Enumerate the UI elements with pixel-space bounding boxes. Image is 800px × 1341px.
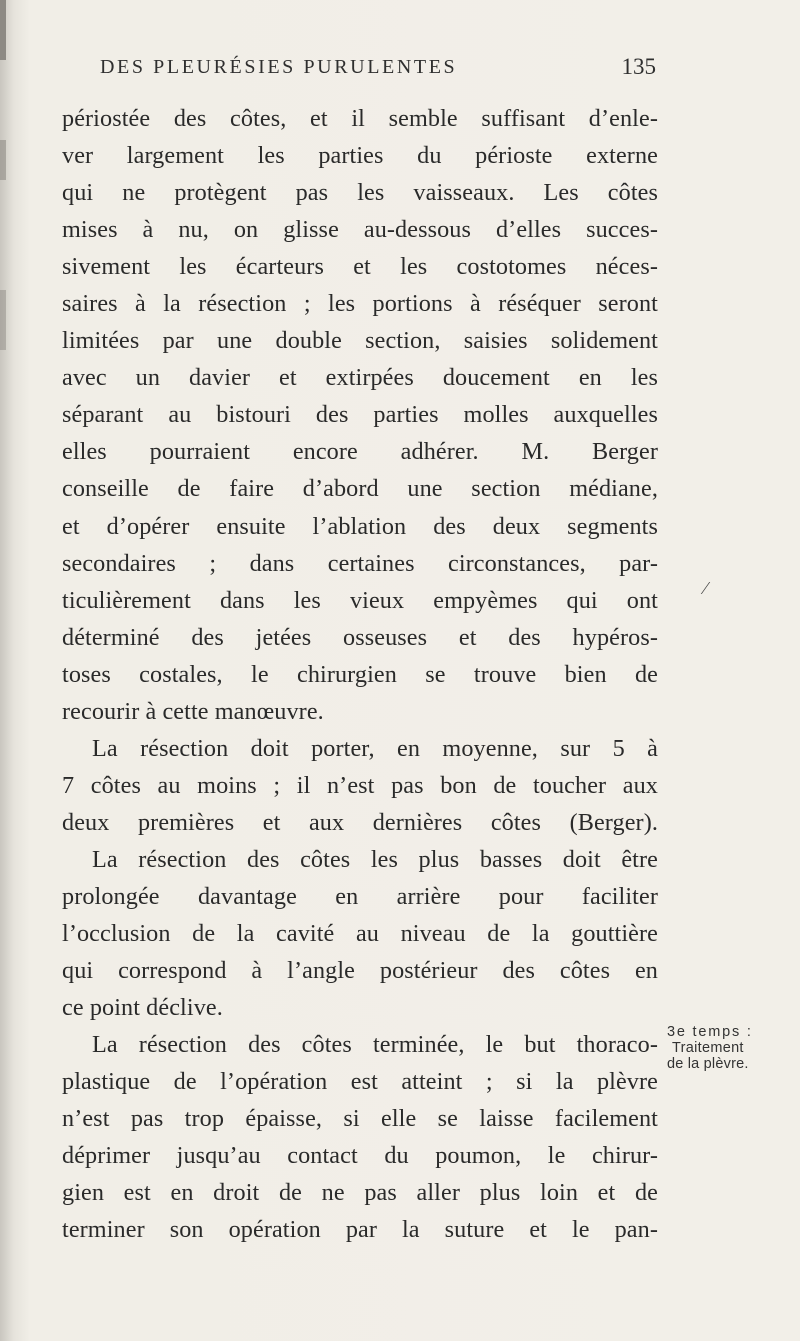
text-line: terminer son opération par la suture et le pan- — [62, 1216, 658, 1244]
margin-pencil-mark: ⁄ — [704, 578, 708, 598]
text-line: 7 côtes au moins ; il n’est pas bon de toucher aux — [62, 771, 658, 799]
text-line: La résection doit porter, en moyenne, sur 5 à — [92, 734, 658, 762]
text-line: elles pourraient encore adhérer. M. Berger — [62, 438, 658, 466]
text-line: ver largement les parties du périoste externe — [62, 142, 658, 170]
body-text — [62, 100, 658, 1248]
margin-note-line: Traitement — [672, 1040, 744, 1056]
text-line: et d’opérer ensuite l’ablation des deux segments — [62, 512, 658, 540]
text-line: avec un davier et extirpées doucement en les — [62, 364, 658, 392]
page-number: 135 — [621, 54, 656, 79]
text-line: déprimer jusqu’au contact du poumon, le chirur- — [62, 1142, 658, 1170]
text-line: plastique de l’opération est atteint ; si la plèvre — [62, 1068, 658, 1096]
text-line: qui correspond à l’angle postérieur des côtes en — [62, 957, 658, 985]
text-line: La résection des côtes les plus basses doit être — [92, 845, 658, 873]
running-title: DES PLEURÉSIES PURULENTES — [100, 56, 458, 78]
margin-note — [667, 1024, 795, 1072]
text-line: deux premières et aux dernières côtes (Berger). — [62, 808, 658, 836]
text-line: n’est pas trop épaisse, si elle se laisse facilement — [62, 1105, 658, 1133]
text-line: séparant au bistouri des parties molles auxquelles — [62, 401, 658, 429]
text-line: périostée des côtes, et il semble suffisant d’enle- — [62, 105, 658, 132]
binding-shadow — [0, 0, 6, 60]
text-line: recourir à cette manœuvre. — [62, 697, 324, 725]
binding-shadow — [0, 290, 6, 350]
margin-note-line: 3e temps : — [667, 1024, 753, 1040]
text-line: secondaires ; dans certaines circonstances, par- — [62, 549, 658, 577]
text-line: La résection des côtes terminée, le but thoraco- — [92, 1031, 658, 1059]
text-line: limitées par une double section, saisies solidement — [62, 327, 658, 355]
running-header — [100, 54, 656, 90]
text-line: sivement les écarteurs et les costotomes néces- — [62, 253, 658, 281]
text-line: qui ne protègent pas les vaisseaux. Les côtes — [62, 179, 658, 207]
text-line: gien est en droit de ne pas aller plus loin et de — [62, 1179, 658, 1207]
text-line: ce point déclive. — [62, 994, 223, 1022]
text-line: l’occlusion de la cavité au niveau de la gouttière — [62, 920, 658, 948]
text-line: mises à nu, on glisse au-dessous d’elles succes- — [62, 216, 658, 244]
text-line: ticulièrement dans les vieux empyèmes qui ont — [62, 586, 658, 614]
binding-shadow — [0, 140, 6, 180]
text-line: déterminé des jetées osseuses et des hypéros- — [62, 623, 658, 651]
text-line: toses costales, le chirurgien se trouve bien de — [62, 660, 658, 688]
text-line: prolongée davantage en arrière pour faciliter — [62, 882, 658, 910]
margin-note-line: de la plèvre. — [667, 1056, 749, 1072]
text-line: saires à la résection ; les portions à réséquer seront — [62, 290, 658, 318]
text-line: conseille de faire d’abord une section médiane, — [62, 475, 658, 503]
